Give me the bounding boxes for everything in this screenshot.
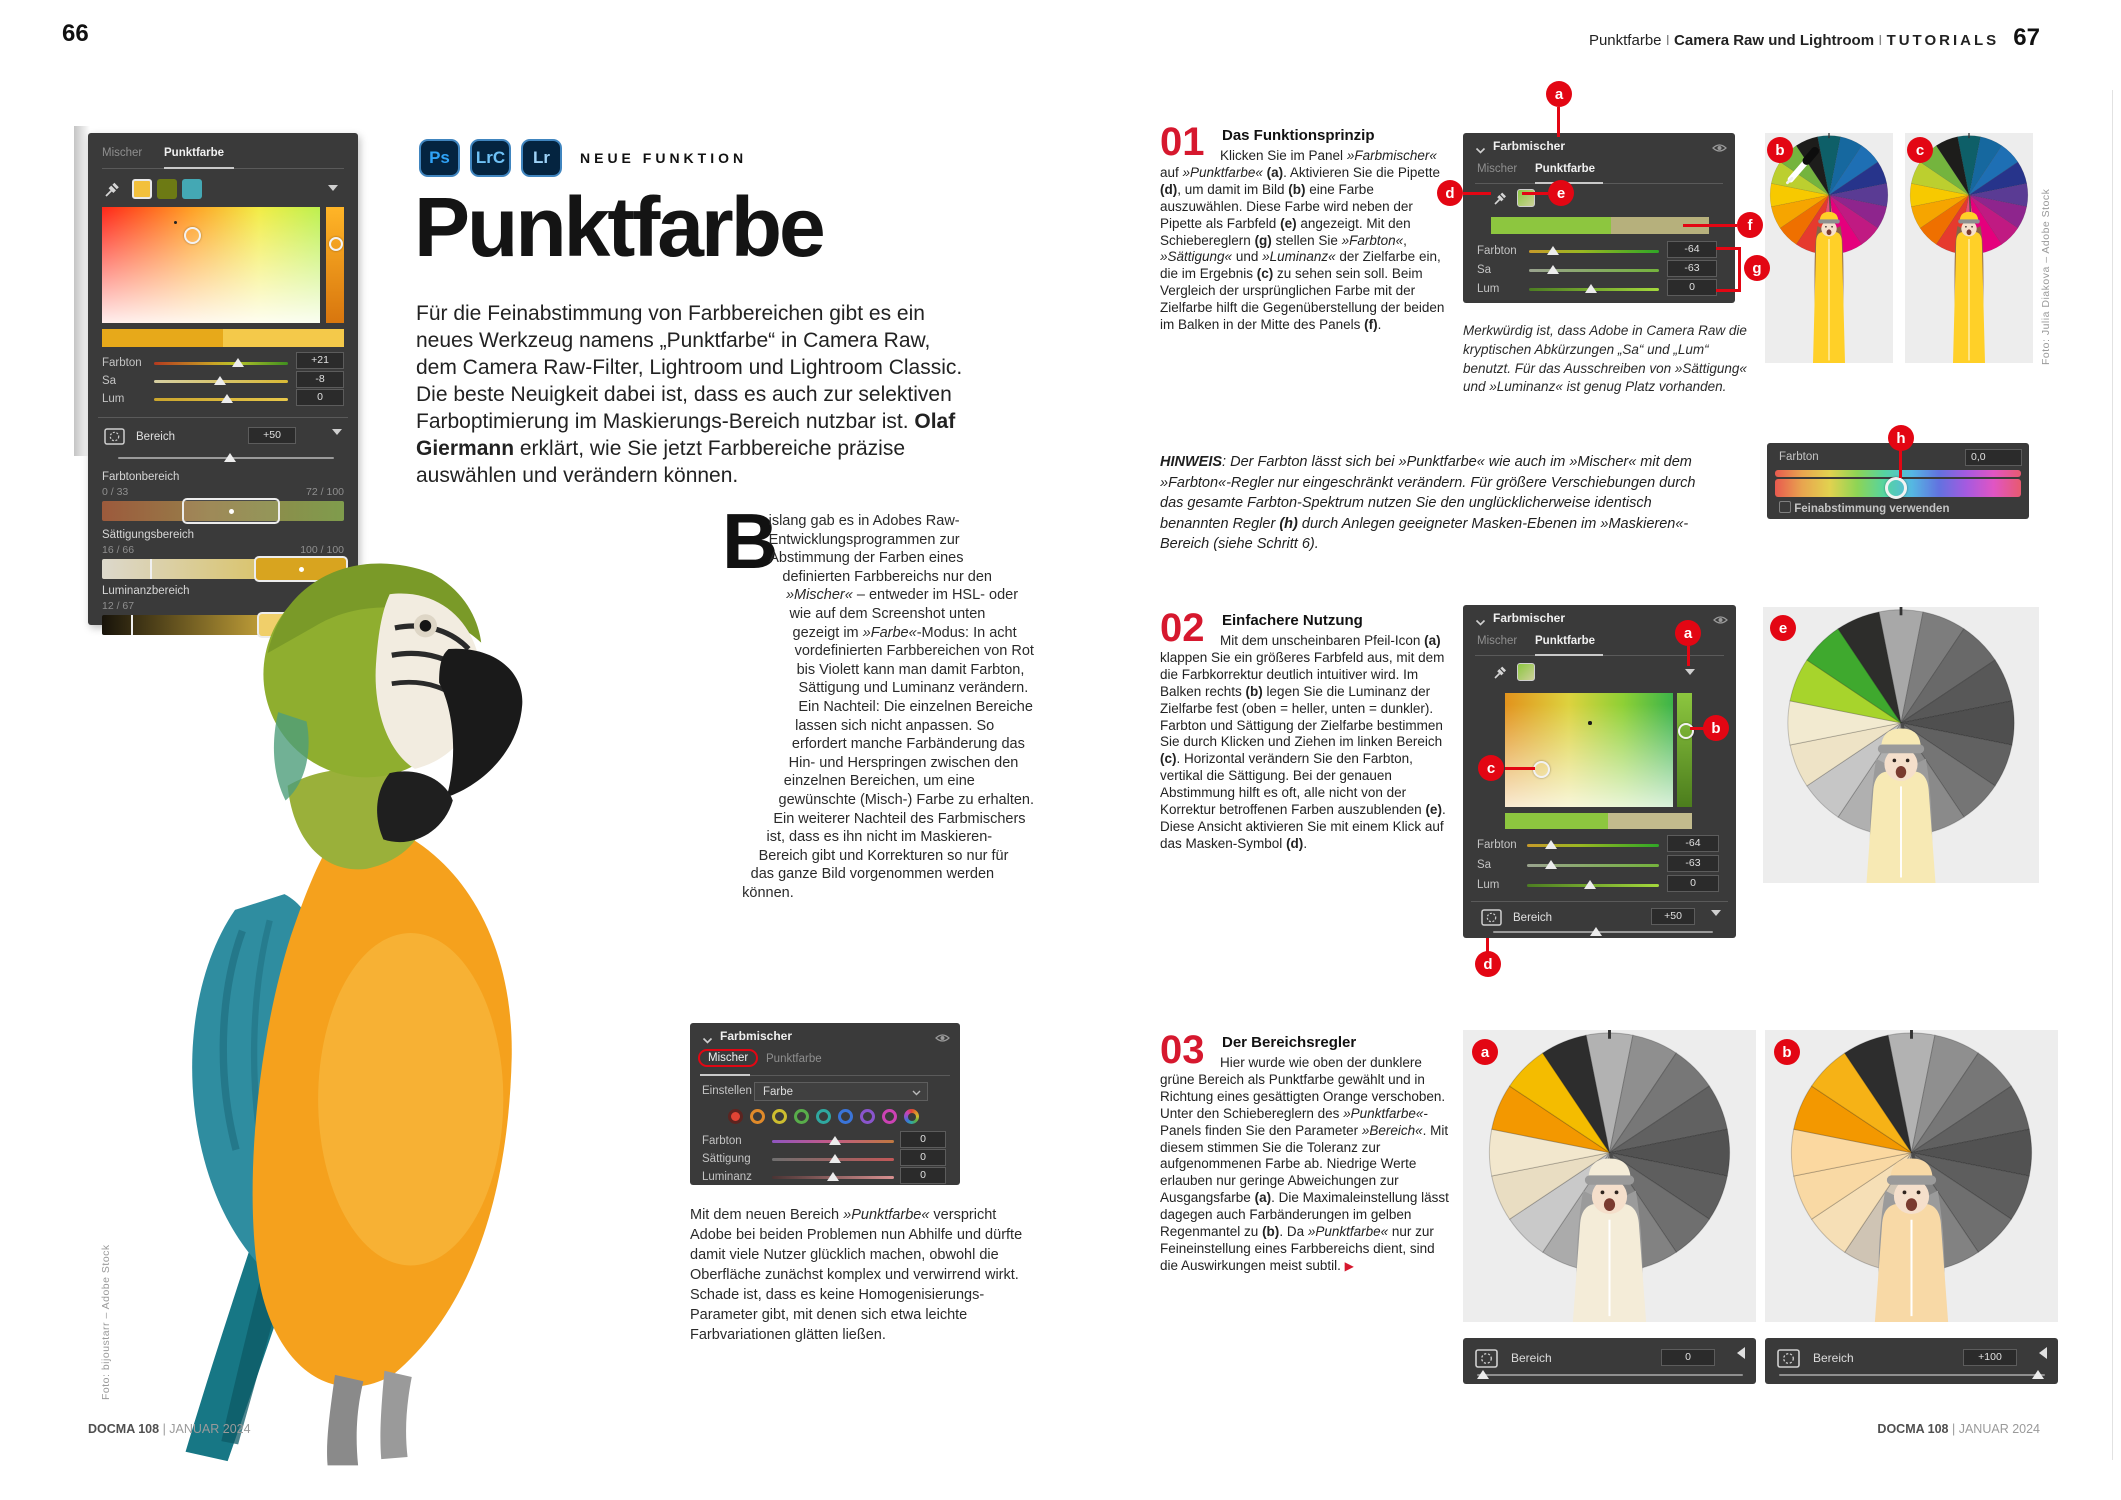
spectrum-marker[interactable] [1885,477,1907,499]
luminance-marker[interactable] [1678,723,1694,739]
sa-label: Sa [1477,264,1492,276]
compare-bar-target [1608,813,1692,829]
callout-a2: a [1675,620,1701,646]
footer-magazine: DOCMA 108 [88,1422,160,1436]
bereich-value[interactable]: +50 [1651,908,1695,925]
article-body: islang gab es in Adobes Raw-Entwicklungsprogrammen zur Abstimmung der Farben eines definierten Farbbereichs nur den »Mischer« – entweder im HSL- oder wie auf dem Screenshot unten gezeigt im »Farbe«-Modus: In acht vordefinierten Farbbereichen von Rot bis Violett kann man damit Farbton, Sättigung und Luminanz verändern. Ein Nachteil: Die einzelnen Bereiche lassen sich nicht anpassen. So erfordert manche Farbänderung das Hin- und Herspringen zwischen den einzelnen Bereichen, um eine gewünschte (Misch-) Farbe zu erhalten. Ein weiterer Nachteil des Farbmischers ist, dass es ihn nicht im Maskieren-Bereich gibt und Korrekturen so nur für das ganze Bild vorgenommen werden können. [688,512,1035,1012]
einstellen-select[interactable] [754,1082,928,1101]
callout-g-tick-bottom [1716,289,1740,292]
bereich-handle[interactable] [224,453,236,462]
callout-b2: b [1703,715,1729,741]
multicolor-dot[interactable] [904,1109,919,1124]
photo-b-high-range [1765,1030,2058,1322]
luminanzbereich-label: Luminanzbereich [102,585,190,597]
target-color-marker[interactable] [1533,761,1550,778]
original-color-dot [1588,721,1592,725]
callout-d2: d [1475,951,1501,977]
bereich-handle[interactable] [1590,927,1602,936]
compare-bar-target [223,329,344,347]
color-field-marker[interactable] [184,227,201,244]
mask-icon[interactable] [104,427,126,452]
photo-b-colorful-umbrella [1765,133,1893,363]
farbton-handle[interactable] [1547,246,1559,255]
header-crumb-section: Camera Raw und Lightroom [1674,32,1875,49]
lum-handle[interactable] [221,394,233,403]
farbton-label: Farbton [1477,839,1517,851]
bereich-handle[interactable] [2032,1370,2044,1379]
callout-e-stem [1522,192,1548,195]
step2-panel [1463,605,1736,938]
teal-dot[interactable] [816,1109,831,1124]
lum-value[interactable]: 0 [296,389,344,406]
compare-bar-original [1505,813,1608,829]
footer-left [88,1422,251,1436]
lum-value[interactable]: 0 [1667,279,1717,296]
lum-track[interactable] [1529,288,1659,291]
footer-date: | JANUAR 2024 [159,1422,251,1436]
callout-f-stem [1683,224,1737,227]
farbton-value[interactable]: -64 [1667,835,1719,852]
yellow-dot[interactable] [772,1109,787,1124]
compare-bar [102,329,344,347]
sa-track[interactable] [154,380,288,383]
bereich-label: Bereich [136,431,175,443]
tab-mischer-circled[interactable]: Mischer [698,1049,758,1067]
farbton-track[interactable] [1529,250,1659,253]
callout-e: e [1548,180,1574,206]
color-swatch-olive[interactable] [157,179,177,199]
eye-icon[interactable] [1712,140,1727,158]
photo-c-desaturated-umbrella [1905,133,2033,363]
callout-c2: c [1478,755,1504,781]
callout-e2: e [1770,615,1796,641]
collapse-arrow-icon[interactable] [1685,669,1695,675]
mixer-luminanz-label: Luminanz [702,1171,752,1183]
sa-handle[interactable] [214,376,226,385]
continuation-arrow: ▶ [1344,1258,1354,1273]
feinabstimmung-checkbox[interactable] [1779,501,1791,513]
callout-a3: a [1472,1039,1498,1065]
photo-a-low-range [1463,1030,1756,1322]
header-crumb-tutorials: TUTORIALS [1886,32,2000,49]
green-dot[interactable] [794,1109,809,1124]
mixer-caption: Mit dem neuen Bereich »Punktfarbe« verspricht Adobe bei beiden Problemen nun Abhilfe und dürfte damit viele Nutzer glücklich machen, obwohl die Oberfläche zunächst komplex und verwirrend wirkt. Schade ist, dass es keine Homogenisierungs-Parameter gibt, mit denen sich etwa leichte Farbvariationen glätten ließen. [690,1207,1023,1343]
callout-d2-stem [1486,938,1489,952]
tab-punktfarbe[interactable]: Punktfarbe [164,147,225,159]
farbton-track[interactable] [1527,844,1659,847]
bereich-label: Bereich [1511,1351,1552,1365]
bereich-track[interactable] [1477,1374,1743,1376]
footer-right [1700,1422,2040,1436]
mask-icon[interactable] [1481,908,1503,933]
active-tab-underline [700,1074,750,1076]
photoshop-badge: Ps [419,139,460,177]
einstellen-label: Einstellen [702,1085,752,1097]
farbtonbereich-min: 0 / 33 [102,486,129,498]
color-range-dots[interactable] [728,1109,919,1124]
footer-date: | JANUAR 2024 [1948,1422,2040,1436]
sa-track[interactable] [1527,864,1659,867]
panel-header: Farbmischer [720,1029,793,1043]
callout-a-stem [1557,107,1560,137]
farbton-spectrum-panel [1767,443,2029,519]
sa-track[interactable] [1529,269,1659,272]
callout-h-stem [1899,450,1902,478]
panel-header: Farbmischer [1493,139,1566,153]
page-number-left: 66 [62,20,89,47]
slider-label-farbton: Farbton [102,357,142,369]
bereich-label: Bereich [1513,912,1552,924]
collapse-icon[interactable] [1737,1347,1745,1359]
farbtonbereich-label: Farbtonbereich [102,471,180,483]
color-field[interactable] [102,207,320,323]
callout-b2-stem [1690,727,1704,730]
page-number-right: 67 [2013,24,2040,51]
mixer-luminanz-value[interactable]: 0 [900,1167,946,1184]
tab-mischer[interactable]: Mischer [1477,635,1518,647]
blue-dot[interactable] [838,1109,853,1124]
callout-f: f [1737,212,1763,238]
callout-d: d [1437,180,1463,206]
photo-credit-left: Foto: bijoustarr – Adobe Stock [100,1244,112,1400]
farbton-label: Farbton [1779,451,1819,463]
lightroom-badge: Lr [521,139,562,177]
eye-icon[interactable] [935,1030,950,1048]
lum-track[interactable] [154,398,288,401]
callout-h: h [1888,425,1914,451]
footer-magazine: DOCMA 108 [1877,1422,1949,1436]
farbton-handle[interactable] [232,358,244,367]
bereich-track[interactable] [1493,931,1713,933]
bereich-collapse-icon[interactable] [332,429,342,435]
bereich-value[interactable]: +100 [1963,1349,2017,1366]
compare-bar [1505,813,1692,829]
orange-dot[interactable] [750,1109,765,1124]
chevron-down-icon[interactable] [1475,142,1486,160]
photo-credit-right: Foto: Julia Diakova – Adobe Stock [2040,188,2052,365]
step1-number: 01 [1160,120,1205,164]
lum-track[interactable] [1527,884,1659,887]
red-dot-selected[interactable] [728,1109,743,1124]
callout-c2-stem [1505,767,1535,770]
compare-bar-original [1491,217,1611,234]
active-tab-underline [164,167,234,169]
sa-handle[interactable] [1545,860,1557,869]
bereich-value[interactable]: +50 [248,427,296,444]
farbton-handle[interactable] [1545,840,1557,849]
color-field-dot [174,221,177,224]
mixer-farbton-label: Farbton [702,1135,742,1147]
callout-a: a [1546,81,1572,107]
mixer-saettigung-track[interactable] [772,1158,894,1161]
farbton-value[interactable]: 0,0 [1965,449,2022,466]
tab-punktfarbe[interactable]: Punktfarbe [1535,635,1596,647]
lum-value[interactable]: 0 [1667,875,1719,892]
sa-value[interactable]: -63 [1667,260,1717,277]
step1-body: Klicken Sie im Panel »Farbmischer« auf »Punktfarbe« (a). Aktivieren Sie die Pipette (d), um damit im Bild (b) eine Farbe auszuwählen. Diese Farbe wird neben der Pipette als Farbfeld (e) angezeigt. Mit den Schiebereglern (g) stellen Sie »Farbton«, »Sättigung« und »Luminanz« der Zielfarbe ein, die im Ergebnis (c) zu sehen sein soll. Beim Vergleich der ursprünglichen Farbe mit der Zielfarbe hilft die Gegenüberstellung der beiden im Balken in der Mitte des Panels (f). [1160,148,1445,333]
bereich-label: Bereich [1813,1351,1854,1365]
eye-icon[interactable] [1713,612,1728,630]
luminance-bar-marker[interactable] [329,237,343,251]
compare-bar-original [102,329,223,347]
section-divider [98,417,348,418]
picked-color-swatch[interactable] [1517,663,1535,681]
sa-value[interactable]: -8 [296,371,344,388]
eyedropper-icon[interactable] [1493,191,1508,211]
mask-icon[interactable] [1777,1348,1801,1375]
callout-d-stem [1463,192,1491,195]
chevron-down-icon[interactable] [1475,614,1486,632]
lightroom-classic-badge: LrC [470,139,511,177]
section-divider [1471,901,1728,902]
color-field-overlay [102,207,320,323]
mixer-luminanz-track[interactable] [772,1176,894,1179]
bereich-collapse-icon[interactable] [1711,910,1721,916]
step3-number: 03 [1160,1028,1205,1072]
sa-value[interactable]: -63 [1667,855,1719,872]
slider-label-sa: Sa [102,375,117,387]
farbton-value[interactable]: +21 [296,352,344,369]
step3-title: Der Bereichsregler [1222,1034,1357,1051]
sa-label: Sa [1477,859,1492,871]
luminance-bar[interactable] [1677,693,1692,807]
luminanzbereich-min: 12 / 67 [102,600,135,612]
mixer-saettigung-label: Sättigung [702,1153,751,1165]
tab-mischer[interactable]: Mischer [102,147,143,159]
panel-header: Farbmischer [1493,611,1566,625]
bereich-bar-b [1765,1338,2058,1384]
bereich-track[interactable] [118,457,334,459]
step2-title: Einfachere Nutzung [1222,612,1363,629]
sa-handle[interactable] [1547,265,1559,274]
color-swatch-selected[interactable] [132,179,152,199]
tab-punktfarbe[interactable]: Punktfarbe [1535,163,1596,175]
saettigungsbereich-min: 16 / 66 [102,544,135,556]
farbton-spectrum-thin[interactable] [1775,470,2021,477]
feinabstimmung-label: Feinabstimmung verwenden [1794,503,1950,515]
callout-b: b [1767,137,1793,163]
mixer-farbton-handle[interactable] [829,1136,841,1145]
dropcap: B [722,497,779,585]
photo-e-masked-umbrella [1763,607,2039,883]
feinabstimmung-row [1779,501,1949,515]
color-swatch-teal[interactable] [182,179,202,199]
callout-g: g [1744,255,1770,281]
lum-handle[interactable] [1584,880,1596,889]
hinweis-note: HINWEIS: Der Farbton lässt sich bei »Punktfarbe« wie auch im »Mischer« mit dem »Farbton«-Regler nur eingeschränkt verändern. Für größere Verschiebungen durch das gesamte Farbton-Spektrum nutzen Sie den unglücklicherweise identisch benannten Regler (h) durch Anlegen geeigneter Masken-Ebenen im »Maskieren«-Bereich (siehe Schritt 6). [1160,454,1696,553]
expand-arrow-icon[interactable] [328,185,338,191]
mixer-saettigung-value[interactable]: 0 [900,1149,946,1166]
callout-g-tick-top [1716,247,1740,250]
large-color-field[interactable] [1505,693,1673,807]
header-crumb-article: Punktfarbe [1588,32,1662,49]
bereich-value[interactable]: 0 [1661,1349,1715,1366]
lum-label: Lum [1477,879,1500,891]
article-intro: Für die Feinabstimmung von Farbbereichen gibt es ein neues Werkzeug namens „Punktfarbe“ in Camera Raw, dem Camera Raw-Filter, Lightroom und Lightroom Classic. Die beste Neuigkeit dabei ist, dass es auch zur selektiven Farboptimierung im Maskierungs-Bereich nutzbar ist. Olaf Giermann erklärt, wie Sie jetzt Farbbereiche präzise auswählen und verändern können. [416,302,963,487]
step2-number: 02 [1160,606,1205,650]
magenta-dot[interactable] [882,1109,897,1124]
callout-c: c [1907,137,1933,163]
collapse-icon[interactable] [2039,1347,2047,1359]
step1-panel [1463,133,1735,303]
mixer-luminanz-handle[interactable] [827,1172,839,1181]
kicker: NEUE FUNKTION [580,150,748,166]
saettigungsbereich-label: Sättigungsbereich [102,529,195,541]
bereich-track[interactable] [1779,1374,2045,1376]
eyedropper-icon[interactable] [104,181,121,203]
app-badges [419,139,747,177]
tab-mischer[interactable]: Mischer [1477,163,1518,175]
bereich-bar-a [1463,1338,1756,1384]
farbmischer-panel-screenshot [690,1023,960,1185]
farbton-track[interactable] [154,362,288,365]
luminance-bar[interactable] [326,207,344,323]
farbtonbereich-max: 72 / 100 [306,486,344,498]
compare-bar [1491,217,1709,234]
slider-label-lum: Lum [102,393,125,405]
chevron-down-icon[interactable] [702,1032,713,1050]
callout-b3: b [1774,1039,1800,1065]
page-edge [2112,90,2113,1460]
lum-label: Lum [1477,283,1500,295]
step1-caption: Merkwürdig ist, dass Adobe in Camera Raw die kryptischen Abkürzungen „Sa“ und „Lum“ benutzt. Für das Ausschreiben von »Sättigung« und »Luminanz« ist genug Platz vorhanden. [1463,323,1747,395]
mixer-farbton-track[interactable] [772,1140,894,1143]
purple-dot[interactable] [860,1109,875,1124]
saettigungsbereich-max: 100 / 100 [300,544,344,556]
mixer-farbton-value[interactable]: 0 [900,1131,946,1148]
farbton-value[interactable]: -64 [1667,241,1717,258]
color-field-overlay [1505,693,1673,807]
lum-handle[interactable] [1585,284,1597,293]
article-title: Punktfarbe [414,180,823,274]
eyedropper-icon[interactable] [1493,665,1508,685]
mixer-saettigung-handle[interactable] [829,1154,841,1163]
step2-body: Mit dem unscheinbaren Pfeil-Icon (a) klappen Sie ein größeres Farbfeld aus, mit dem die Farbkorrektur deutlich intuitiver wird. Im Balken rechts (b) legen Sie die Luminanz der Zielfarbe fest (oben = heller, unten = dunkler). Farbton und Sättigung der Zielfarbe bestimmen Sie durch Klicken und Ziehen im linken Bereich (c). Horizontal verändern Sie den Farbton, vertikal die Sättigung. Bei der genauen Abstimmung hilft es oft, alle nicht von der Korrektur betroffenen Farben auszublenden (e). Diese Ansicht aktivieren Sie mit einem Klick auf das Masken-Symbol (d). [1160,633,1446,851]
tab-punktfarbe[interactable]: Punktfarbe [766,1053,822,1065]
step3-body: Hier wurde wie oben der dunklere grüne Bereich als Punktfarbe gewählt und in Richtung eines gesättigten Orange verschoben. Unter den Schiebereglern des »Punktfarbe«-Panels finden Sie den Parameter »Bereich«. Mit diesem stimmen Sie die Toleranz zur aufgenommenen Farbe ab. Niedrige Werte erlauben nur geringe Abweichungen zur Ausgangsfarbe (a). Die Maximaleinstellung lässt dagegen auch Farbänderungen im gelben Regenmantel zu (b). Da »Punktfarbe« nur zur Feineinstellung eines Farbbereichs dient, sind die Auswirkungen meist subtil. ▶ [1160,1055,1449,1273]
bereich-handle[interactable] [1477,1370,1489,1379]
farbton-label: Farbton [1477,245,1517,257]
active-tab-underline [1535,654,1603,656]
running-header: Punktfarbe I Camera Raw und Lightroom I TUTORIALS 67 [1588,24,2040,51]
step1-title: Das Funktionsprinzip [1222,127,1375,144]
callout-a2-stem [1687,646,1690,666]
einstellen-value: Farbe [763,1086,794,1098]
callout-g-bracket [1738,247,1741,292]
